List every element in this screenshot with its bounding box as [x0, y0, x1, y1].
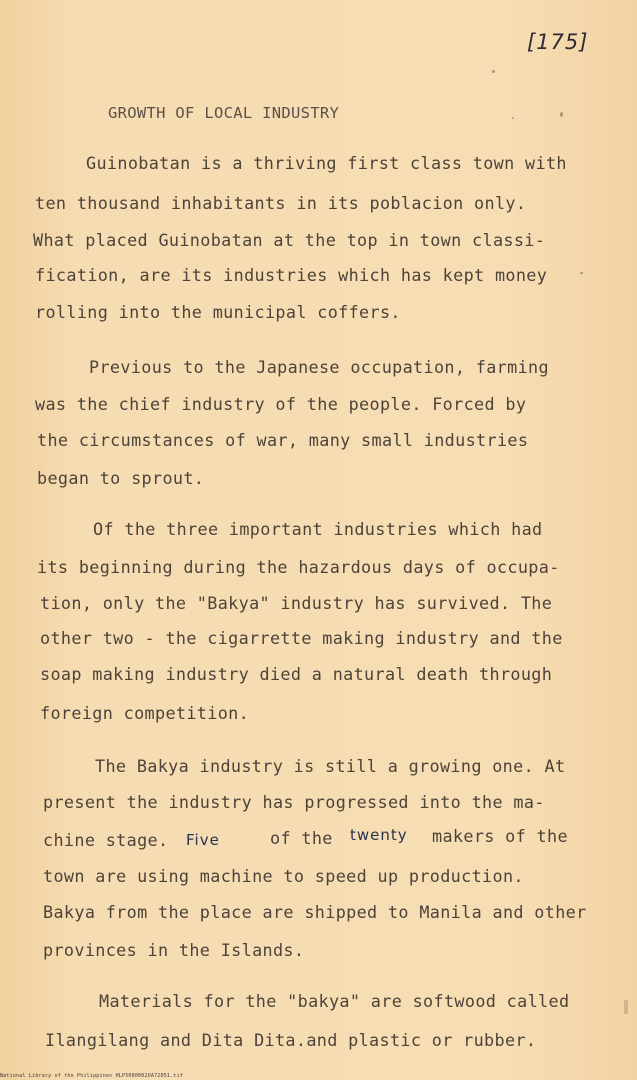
text-line: other two - the cigarrette making industry and the	[40, 628, 563, 648]
text-line: town are using machine to speed up production.	[43, 866, 524, 886]
text-line: began to sprout.	[37, 468, 205, 488]
text-line: Previous to the Japanese occupation, farming	[89, 357, 549, 377]
text-line: Guinobatan is a thriving first class town with	[86, 153, 567, 173]
paper-speck	[512, 117, 514, 119]
text-line: its beginning during the hazardous days of occupa-	[37, 557, 560, 577]
text-line: was the chief industry of the people. Forced by	[35, 394, 527, 414]
text-line: ten thousand inhabitants in its poblacion only.	[35, 193, 527, 213]
text-line: makers of the	[432, 826, 568, 846]
text-line: Materials for the "bakya" are softwood called	[99, 991, 570, 1011]
text-line: Of the three important industries which had	[93, 519, 543, 539]
handwritten-number-five: Five	[186, 831, 220, 849]
paper-speck	[580, 272, 583, 274]
page-number: [175]	[527, 30, 589, 54]
document-title: GROWTH OF LOCAL INDUSTRY	[108, 104, 340, 122]
text-line: the circumstances of war, many small industries	[37, 430, 529, 450]
text-line: foreign competition.	[40, 703, 250, 723]
text-line: Bakya from the place are shipped to Manila and other	[43, 902, 587, 922]
scan-footer: National Library of the Philippines HLP5000002UA72051.tif	[0, 1073, 183, 1079]
text-line: What placed Guinobatan at the top in town classi-	[33, 230, 546, 250]
text-line: provinces in the Islands.	[43, 940, 305, 960]
text-line: chine stage.	[43, 830, 169, 850]
text-line: of the	[270, 828, 333, 848]
text-line: rolling into the municipal coffers.	[35, 302, 401, 322]
text-line: tion, only the "Bakya" industry has survived. The	[40, 593, 553, 613]
text-line: soap making industry died a natural death through	[40, 664, 553, 684]
text-line: Ilangilang and Dita Dita.and plastic or rubber.	[45, 1030, 537, 1050]
text-line: The Bakya industry is still a growing one. At	[95, 756, 566, 776]
text-line: present the industry has progressed into the ma-	[43, 792, 545, 812]
paper-speck	[492, 70, 495, 73]
paper-edge-mark	[624, 1000, 628, 1014]
handwritten-number-twenty: twenty	[350, 826, 408, 844]
text-line: fication, are its industries which has kept money	[35, 265, 548, 285]
paper-speck	[560, 112, 563, 117]
